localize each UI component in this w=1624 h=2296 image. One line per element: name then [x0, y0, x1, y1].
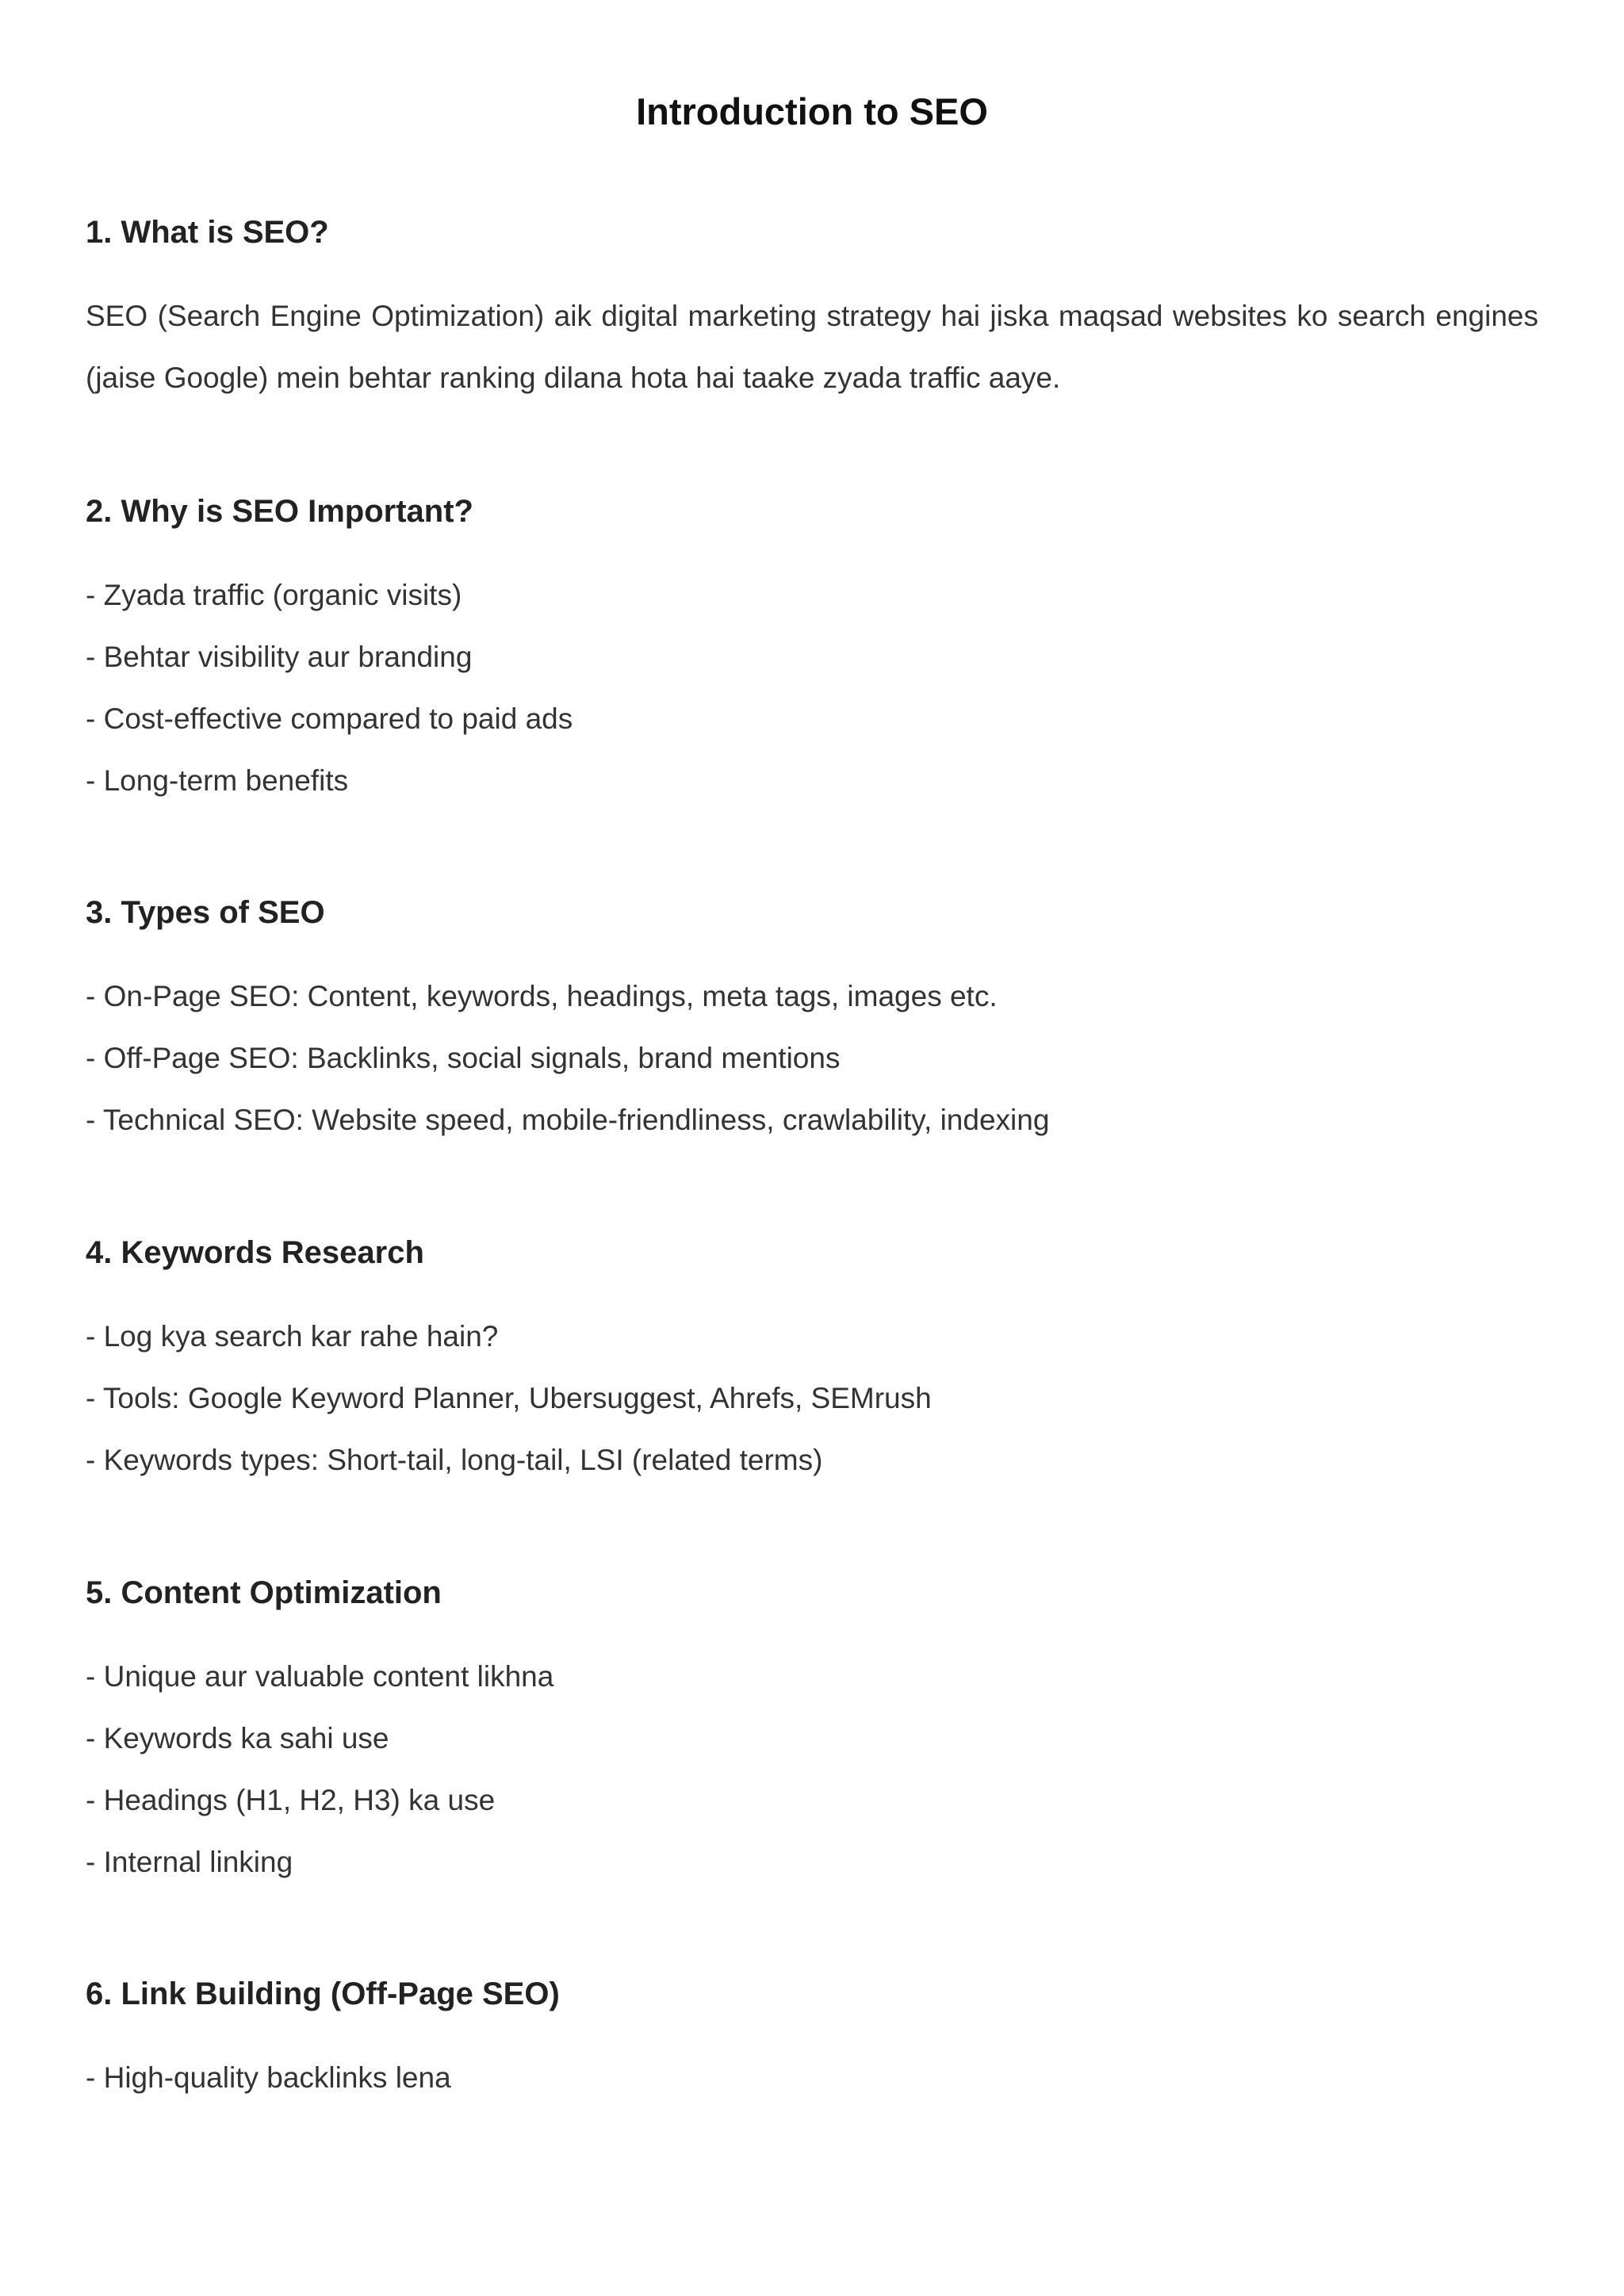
list-item: - Long-term benefits	[86, 764, 349, 797]
list-types-of-seo	[86, 966, 1538, 1151]
section-heading-keywords-research: 4. Keywords Research	[86, 1235, 424, 1270]
list-link-building	[86, 2047, 1538, 2109]
section-heading-why-seo-important: 2. Why is SEO Important?	[86, 494, 473, 529]
section-paragraph-what-is-seo: SEO (Search Engine Optimization) aik digital marketing strategy hai jiska maqsad websites ko search engines (jaise Google) mein behtar ranking dilana hota hai taake zyada traffic aaye.	[86, 300, 1538, 394]
section-heading-content-optimization: 5. Content Optimization	[86, 1575, 442, 1610]
list-item: - Cost-effective compared to paid ads	[86, 702, 573, 735]
document-title: Introduction to SEO	[636, 90, 988, 132]
list-item: - Keywords ka sahi use	[86, 1722, 389, 1755]
section-heading-link-building: 6. Link Building (Off-Page SEO)	[86, 1976, 560, 2011]
section-heading-what-is-seo: 1. What is SEO?	[86, 215, 329, 250]
list-item: - Tools: Google Keyword Planner, Ubersuggest, Ahrefs, SEMrush	[86, 1382, 932, 1414]
list-item: - Keywords types: Short-tail, long-tail, LSI (related terms)	[86, 1444, 823, 1476]
list-item: - Zyada traffic (organic visits)	[86, 579, 462, 611]
list-item: - Headings (H1, H2, H3) ka use	[86, 1784, 496, 1816]
list-keywords-research	[86, 1306, 1538, 1491]
list-item: - Internal linking	[86, 1846, 293, 1878]
list-item: - Unique aur valuable content likhna	[86, 1660, 554, 1693]
list-why-seo-important	[86, 564, 1538, 812]
list-content-optimization	[86, 1646, 1538, 1893]
list-item: - Technical SEO: Website speed, mobile-friendliness, crawlability, indexing	[86, 1104, 1050, 1136]
list-item: - On-Page SEO: Content, keywords, headings, meta tags, images etc.	[86, 980, 998, 1012]
list-item: - Log kya search kar rahe hain?	[86, 1320, 499, 1353]
list-item: - Behtar visibility aur branding	[86, 641, 473, 673]
list-item: - High-quality backlinks lena	[86, 2061, 451, 2094]
list-item: - Off-Page SEO: Backlinks, social signals, brand mentions	[86, 1042, 841, 1074]
section-heading-types-of-seo: 3. Types of SEO	[86, 895, 325, 930]
